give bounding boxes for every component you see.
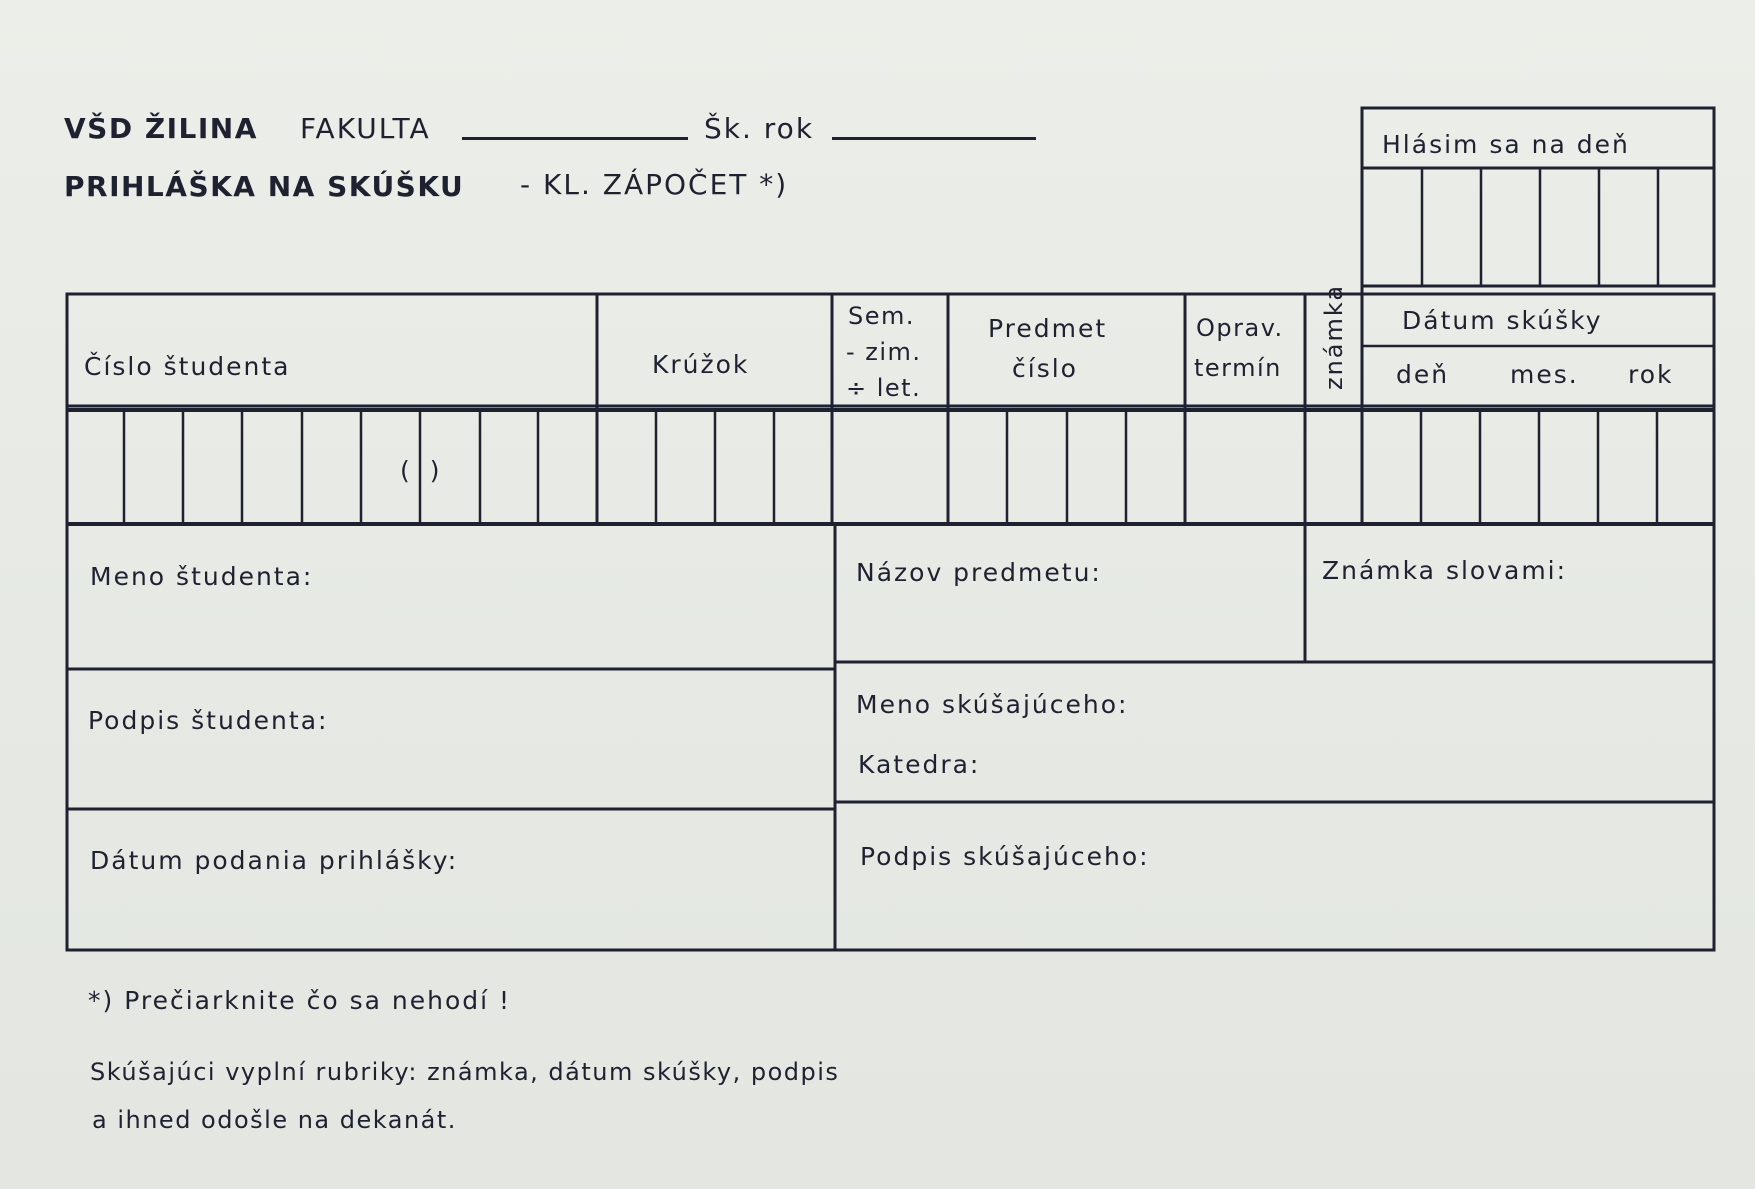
subject-name-field[interactable] bbox=[837, 596, 1303, 660]
form-title: PRIHLÁŠKA NA SKÚŠKU bbox=[64, 170, 465, 203]
student-signature-field[interactable] bbox=[69, 744, 833, 806]
grade-words-field[interactable] bbox=[1307, 594, 1712, 660]
institution-name: VŠD ŽILINA bbox=[64, 112, 258, 145]
faculty-label: FAKULTA bbox=[300, 112, 431, 145]
student-name-label: Meno študenta: bbox=[90, 562, 314, 591]
signup-day-label: Hlásim sa na deň bbox=[1382, 130, 1630, 159]
subject-number-header-line2: číslo bbox=[1012, 354, 1078, 383]
grade-header: známka bbox=[1320, 283, 1348, 390]
form-subtitle: - KL. ZÁPOČET *) bbox=[520, 168, 789, 201]
signup-box-frame bbox=[1362, 108, 1714, 286]
subject-number-input[interactable] bbox=[950, 412, 1184, 522]
exam-date-input[interactable] bbox=[1364, 412, 1713, 522]
grade-input[interactable] bbox=[1307, 412, 1361, 522]
exam-year-header: rok bbox=[1628, 360, 1674, 389]
exam-month-header: mes. bbox=[1510, 360, 1579, 389]
semester-header-line2: - zim. bbox=[846, 338, 922, 366]
examiner-instruction-line1: Skúšajúci vyplní rubriky: známka, dátum skúšky, podpis bbox=[90, 1058, 840, 1086]
check-digit-mark: ( ) bbox=[400, 456, 446, 485]
retake-header-line1: Oprav. bbox=[1196, 314, 1284, 342]
grade-words-label: Známka slovami: bbox=[1322, 556, 1568, 585]
student-signature-label: Podpis študenta: bbox=[88, 706, 329, 735]
department-label: Katedra: bbox=[858, 750, 981, 779]
retake-header-line2: termín bbox=[1194, 354, 1282, 382]
submission-date-field[interactable] bbox=[69, 884, 833, 948]
department-field[interactable] bbox=[1000, 740, 1710, 798]
subject-name-label: Názov predmetu: bbox=[856, 558, 1102, 587]
semester-header-line1: Sem. bbox=[848, 302, 916, 330]
examiner-signature-label: Podpis skúšajúceho: bbox=[860, 842, 1150, 871]
strike-out-note: *) Prečiarknite čo sa nehodí ! bbox=[88, 986, 512, 1015]
circle-header: Krúžok bbox=[652, 350, 750, 379]
semester-header-line3: ÷ let. bbox=[846, 374, 922, 402]
examiner-name-label: Meno skúšajúceho: bbox=[856, 690, 1129, 719]
student-number-input[interactable] bbox=[69, 412, 596, 522]
school-year-label: Šk. rok bbox=[704, 112, 815, 145]
retake-input[interactable] bbox=[1187, 412, 1304, 522]
examiner-instruction-line2: a ihned odošle na dekanát. bbox=[92, 1106, 457, 1134]
exam-day-header: deň bbox=[1396, 360, 1450, 389]
student-number-header: Číslo študenta bbox=[84, 352, 291, 381]
circle-input[interactable] bbox=[599, 412, 831, 522]
examiner-signature-field[interactable] bbox=[837, 880, 1712, 948]
signup-day-cells bbox=[1422, 168, 1658, 286]
exam-date-header: Dátum skúšky bbox=[1402, 306, 1603, 335]
examiner-name-field[interactable] bbox=[1080, 680, 1710, 730]
subject-number-header-line1: Predmet bbox=[988, 314, 1108, 343]
semester-input[interactable] bbox=[834, 412, 947, 522]
submission-date-label: Dátum podania prihlášky: bbox=[90, 846, 459, 875]
student-name-field[interactable] bbox=[69, 600, 833, 666]
